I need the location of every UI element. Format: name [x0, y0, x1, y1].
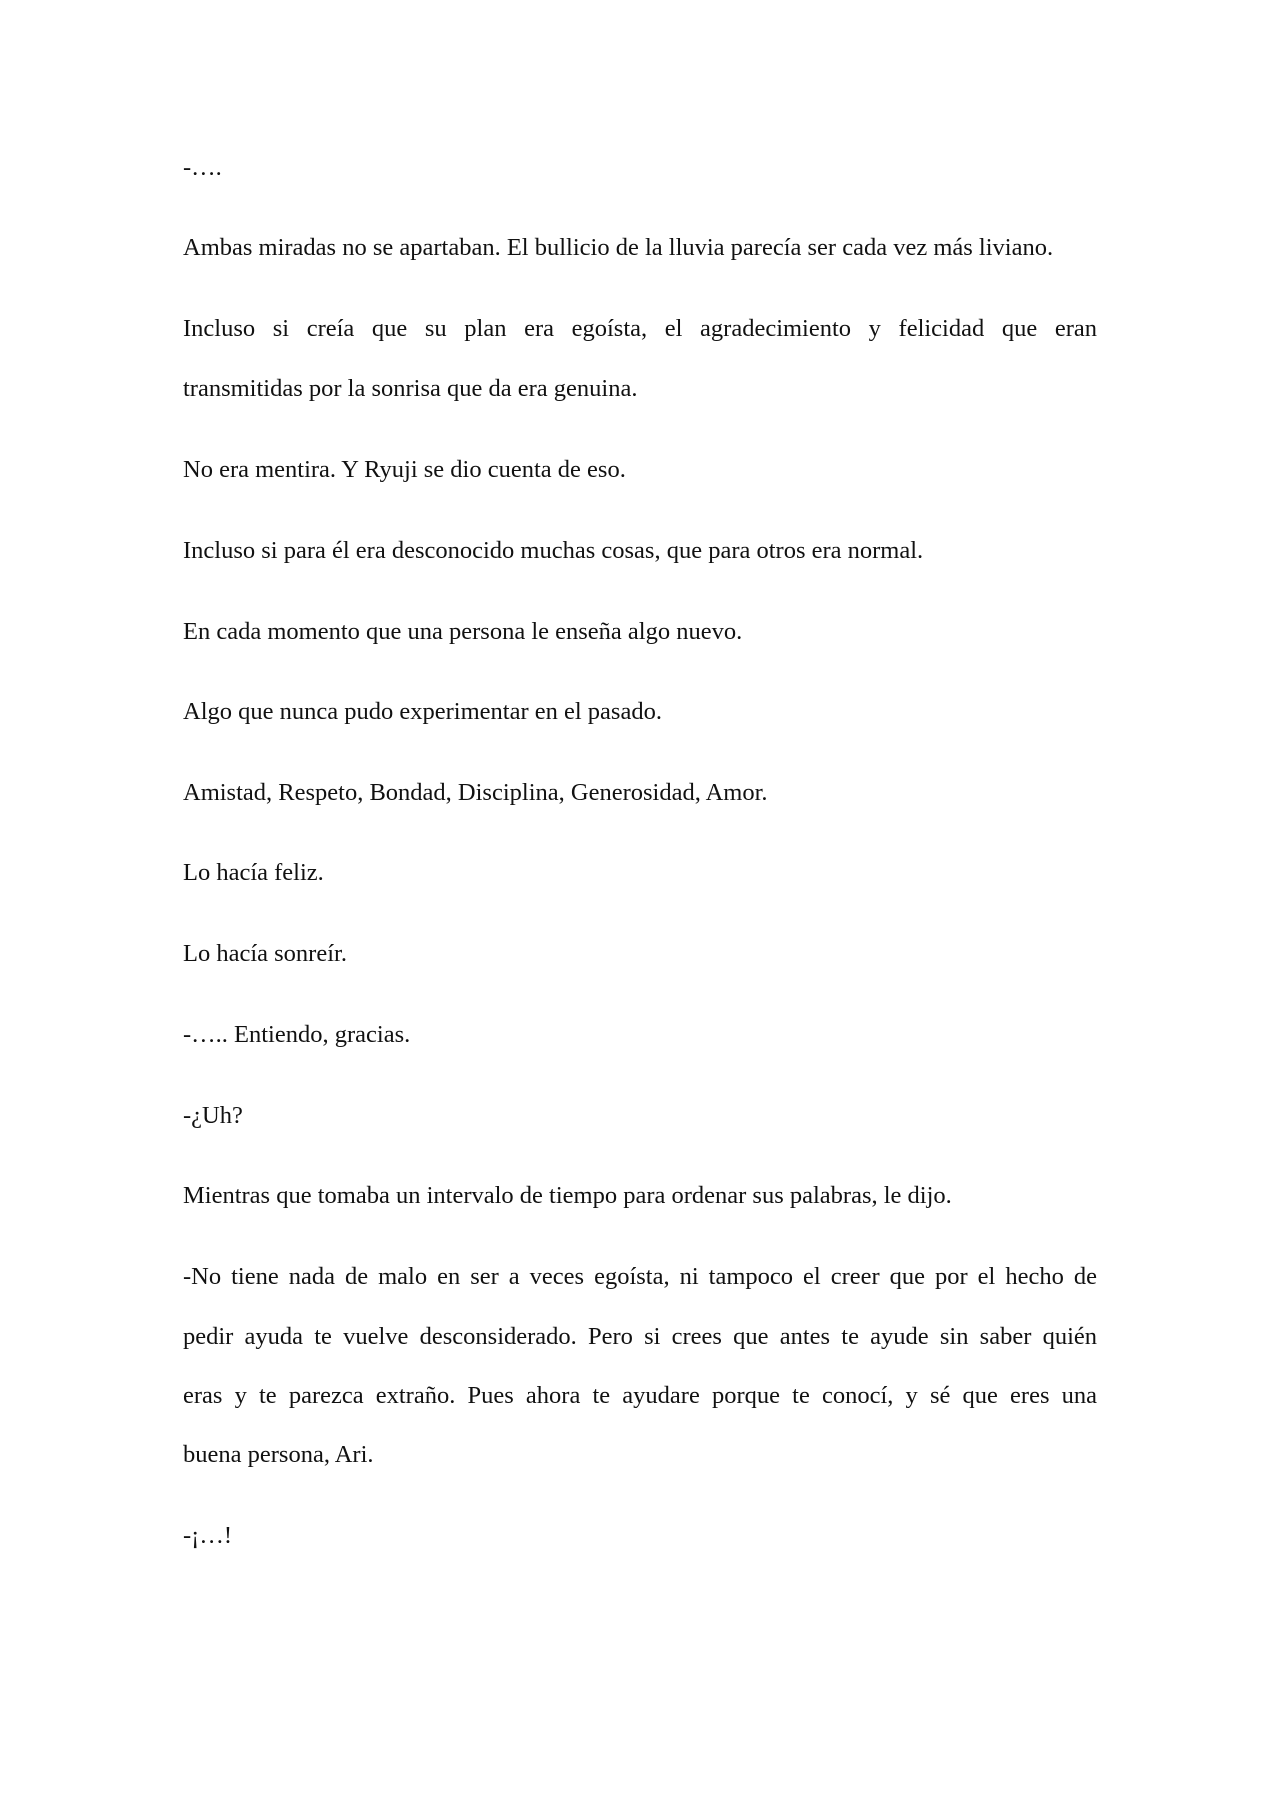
text-line: transmitidas por la sonrisa que da era genuina.	[183, 375, 638, 402]
text-line: -No tiene nada de malo en ser a veces egoísta, ni tampoco el creer que por el hecho de	[183, 1263, 1097, 1290]
text-line: pedir ayuda te vuelve desconsiderado. Pero si crees que antes te ayude sin saber quién	[183, 1323, 1097, 1350]
text-line: Incluso si creía que su plan era egoísta, el agradecimiento y felicidad que eran	[183, 315, 1097, 342]
text-line: Ambas miradas no se apartaban. El bullicio de la lluvia parecía ser cada vez más liviano.	[183, 234, 1054, 261]
text-line: Lo hacía feliz.	[183, 859, 324, 886]
text-line: No era mentira. Y Ryuji se dio cuenta de eso.	[183, 456, 626, 483]
text-line: buena persona, Ari.	[183, 1441, 374, 1468]
text-line: eras y te parezca extraño. Pues ahora te ayudare porque te conocí, y sé que eres una	[183, 1382, 1097, 1409]
text-line: -¿Uh?	[183, 1102, 243, 1129]
text-line: -….. Entiendo, gracias.	[183, 1021, 411, 1048]
text-line: -….	[183, 154, 222, 181]
text-line: Algo que nunca pudo experimentar en el pasado.	[183, 698, 662, 725]
text-line: -¡…!	[183, 1522, 232, 1549]
text-line: Mientras que tomaba un intervalo de tiempo para ordenar sus palabras, le dijo.	[183, 1182, 952, 1209]
text-line: Amistad, Respeto, Bondad, Disciplina, Generosidad, Amor.	[183, 779, 768, 806]
text-line: En cada momento que una persona le enseña algo nuevo.	[183, 618, 743, 645]
text-line: Incluso si para él era desconocido muchas cosas, que para otros era normal.	[183, 537, 924, 564]
text-line: Lo hacía sonreír.	[183, 940, 347, 967]
